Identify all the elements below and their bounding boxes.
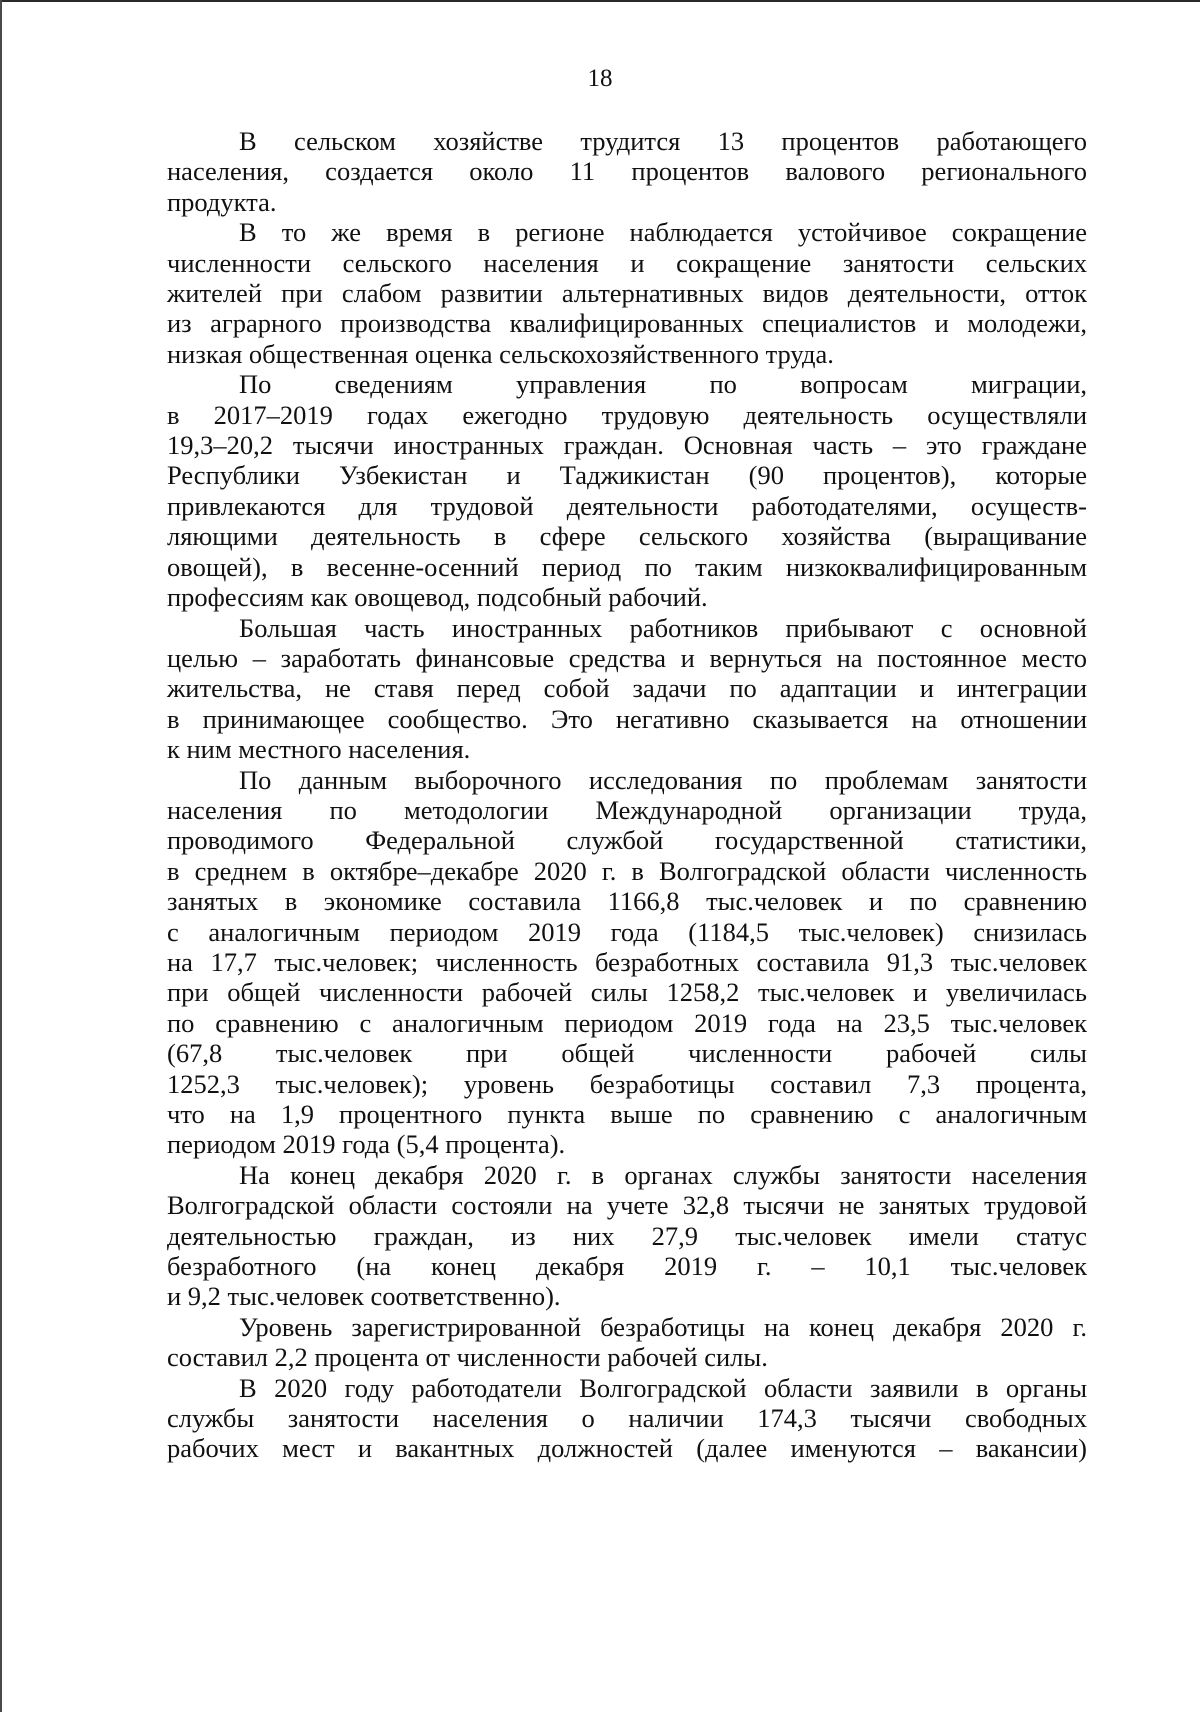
page-number: 18	[587, 65, 613, 92]
paragraph	[167, 613, 1087, 765]
text-line: В то же время в регионе наблюдается устойчивое сокращение	[239, 217, 1087, 248]
text-line: по сравнению с аналогичным периодом 2019 года на 23,5 тыс.человек	[167, 1007, 1087, 1038]
text-line: На конец декабря 2020 г. в органах службы занятости населения	[239, 1159, 1087, 1190]
paragraph	[167, 217, 1087, 369]
text-line: Уровень зарегистрированной безработицы на конец декабря 2020 г.	[239, 1311, 1087, 1342]
text-line: овощей), в весенне-осенний период по таким низкоквалифицированным	[167, 551, 1087, 582]
text-line: жителей при слабом развитии альтернативных видов деятельности, отток	[167, 278, 1087, 309]
text-line: к ним местного населения.	[167, 734, 471, 765]
text-line: (67,8 тыс.человек при общей численности рабочей силы	[167, 1038, 1087, 1069]
text-line: низкая общественная оценка сельскохозяйственного труда.	[167, 338, 834, 369]
text-line: безработного (на конец декабря 2019 г. – 10,1 тыс.человек	[167, 1251, 1087, 1282]
text-line: проводимого Федеральной службой государственной статистики,	[167, 825, 1087, 856]
text-line: численности сельского населения и сокращение занятости сельских	[167, 247, 1087, 278]
paragraph	[167, 1373, 1087, 1464]
text-line: в 2017–2019 годах ежегодно трудовую деятельность осуществляли	[167, 399, 1087, 430]
text-line: деятельностью граждан, из них 27,9 тыс.человек имели статус	[167, 1220, 1087, 1251]
text-line: периодом 2019 года (5,4 процента).	[167, 1129, 566, 1160]
scan-top-edge	[0, 0, 1200, 2]
text-line: По данным выборочного исследования по проблемам занятости	[239, 764, 1087, 795]
text-line: жительства, не ставя перед собой задачи по адаптации и интеграции	[167, 673, 1087, 704]
text-line: на 17,7 тыс.человек; численность безработных составила 91,3 тыс.человек	[167, 946, 1087, 977]
text-line: ляющими деятельность в сфере сельского хозяйства (выращивание	[167, 521, 1087, 552]
text-line: В сельском хозяйстве трудится 13 процентов работающего	[239, 126, 1087, 156]
text-line: из аграрного производства квалифицированных специалистов и молодежи,	[167, 308, 1087, 339]
text-line: при общей численности рабочей силы 1258,2 тыс.человек и увеличилась	[167, 977, 1087, 1008]
text-line: с аналогичным периодом 2019 года (1184,5 тыс.человек) снизилась	[167, 916, 1087, 947]
text-line: Волгоградской области состояли на учете 32,8 тысячи не занятых трудовой	[167, 1190, 1087, 1221]
text-line: Республики Узбекистан и Таджикистан (90 процентов), которые	[167, 460, 1087, 491]
text-line: населения, создается около 11 процентов валового регионального	[167, 156, 1087, 187]
text-line: продукта.	[167, 186, 277, 217]
text-line: профессиям как овощевод, подсобный рабочий.	[167, 582, 708, 613]
text-line: и 9,2 тыс.человек соответственно).	[167, 1281, 561, 1312]
document-body	[167, 126, 1087, 1464]
text-line: в принимающее сообщество. Это негативно сказывается на отношении	[167, 703, 1087, 734]
text-line: 19,3–20,2 тысячи иностранных граждан. Основная часть – это граждане	[167, 430, 1087, 461]
text-line: привлекаются для трудовой деятельности работодателями, осуществ-	[167, 490, 1087, 521]
text-line: целью – заработать финансовые средства и вернуться на постоянное место	[167, 642, 1087, 673]
text-line: службы занятости населения о наличии 174,3 тысячи свободных	[167, 1403, 1087, 1434]
text-line: составил 2,2 процента от численности рабочей силы.	[167, 1342, 768, 1373]
paragraph	[167, 1160, 1087, 1312]
paragraph	[167, 369, 1087, 612]
text-line: В 2020 году работодатели Волгоградской области заявили в органы	[239, 1372, 1087, 1403]
paragraph	[167, 765, 1087, 1160]
text-line: По сведениям управления по вопросам миграции,	[239, 369, 1087, 400]
paragraph	[167, 1312, 1087, 1373]
text-line: рабочих мест и вакантных должностей (далее именуются – вакансии)	[167, 1433, 1087, 1464]
text-line: Большая часть иностранных работников прибывают с основной	[239, 612, 1087, 643]
text-line: что на 1,9 процентного пункта выше по сравнению с аналогичным	[167, 1099, 1087, 1129]
scan-left-edge	[0, 0, 2, 1712]
text-line: 1252,3 тыс.человек); уровень безработицы составил 7,3 процента,	[167, 1068, 1087, 1099]
text-line: занятых в экономике составила 1166,8 тыс.человек и по сравнению	[167, 886, 1087, 917]
paragraph	[167, 126, 1087, 217]
text-line: населения по методологии Международной организации труда,	[167, 794, 1087, 825]
text-line: в среднем в октябре–декабре 2020 г. в Волгоградской области численность	[167, 855, 1087, 886]
